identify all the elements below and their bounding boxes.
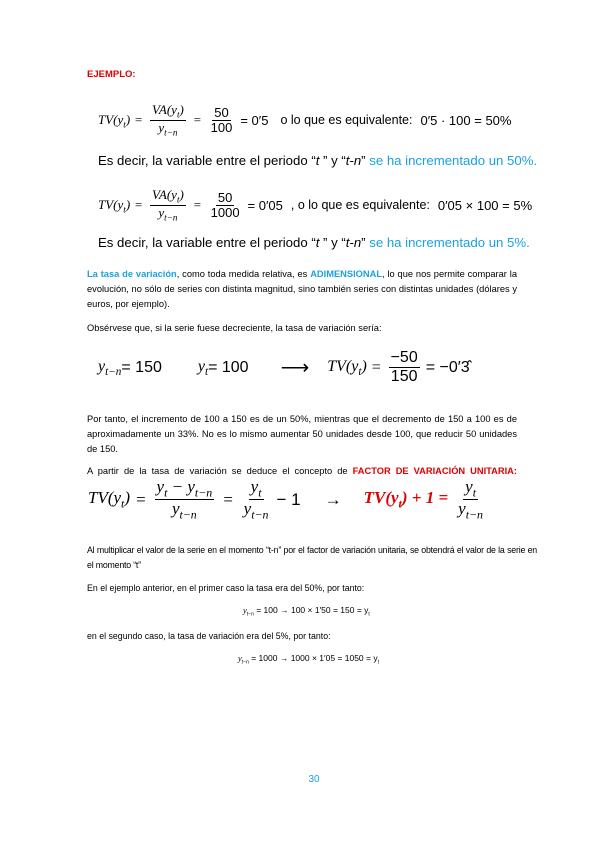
equation-6: $y_{t-n} = 1000 \to 1000 \times 1'05 = 1050 = y_t$ [238, 653, 379, 666]
paragraph-multiply: Al multiplicar el valor de la serie en el momento “t-n” por el factor de variación unitaria, se obtendrá el valor de la serie en el momento “t” [87, 545, 537, 570]
eq1-lhs: $TV(y_t)$ [98, 111, 131, 130]
paragraph-second-case: en el segundo caso, la tasa de variación era del 5%, por tanto: [87, 631, 331, 641]
eq2-equiv-text: , o lo que es equivalente: [290, 198, 430, 213]
eq3-fraction: $\frac{-50}{150}$ [390, 349, 418, 385]
eq4-fraction-b: $\frac{y_t}{y_{t-n}}$ [243, 477, 269, 522]
paragraph-decreasing: Obsérvese que, si la serie fuese decreciente, la tasa de variación sería: [87, 323, 382, 333]
equation-1: $TV(y_t)$ = $\frac{VA(y_t)}{y_{t-n}}$ = $\frac{50}{100}$ = 0′5 o lo que es equivalente: 0′5 · 100 = 50% [98, 102, 512, 138]
eq3-arrow: ⟶ [280, 357, 310, 380]
equation-5: $y_{t-n} = 100 \to 100 \times 1'50 = 150 = y_t$ [243, 605, 370, 618]
eq1-result: = 0′5 [240, 112, 269, 128]
eq4-fraction-c: $\frac{y_t}{y_{t-n}}$ [458, 477, 483, 522]
paragraph-factor: A partir de la tasa de variación se deduce el concepto de FACTOR DE VARIACIÓN UNITARIA: [87, 466, 517, 476]
eq1-equiv-math: 0′5 · 100 = 50% [420, 112, 512, 128]
eq4-red-expression: $TV(y_t) + 1$ = [363, 487, 449, 511]
eq2-equiv-math: 0′05 × 100 = 5% [437, 197, 533, 213]
eq2-result: = 0′05 [247, 197, 283, 213]
eq1-fraction-a: $\frac{VA(y_t)}{y_{t-n}}$ [151, 102, 184, 138]
eq2-fraction-a: $\frac{VA(y_t)}{y_{t-n}}$ [151, 187, 184, 223]
eq1-equiv-text: o lo que es equivalente: [280, 113, 413, 128]
sentence-2: Es decir, la variable entre el periodo “t ” y “t-n” se ha incrementado un 5%. [98, 235, 530, 250]
eq2-fraction-b: $\frac{50}{1000}$ [210, 189, 240, 220]
eq3-result: = −0′3̂ [425, 358, 470, 376]
equation-4: $TV(y_t)$ = $\frac{y_t - y_{t-n}}{y_{t-n}}$ = $\frac{y_t}{y_{t-n}}$ − 1 → $TV(y_t) + 1$ = $\frac{y_t}{y_{t-n}}$ [88, 477, 483, 522]
equation-3: $y_{t-n}$ = 150 $y_t$ = 100 ⟶ $TV(y_t)$ = $\frac{-50}{150}$ = −0′3̂ [98, 349, 470, 385]
paragraph-adimensional: La tasa de variación, como toda medida relativa, es ADIMENSIONAL, lo que nos permite comparar la evolución, no sólo de series con distinta magnitud, sino también series con distintas unidades (dólares y euros, por ejemplo). [87, 269, 518, 309]
eq1-fraction-b: $\frac{50}{100}$ [210, 104, 233, 135]
sentence-1: Es decir, la variable entre el periodo “t ” y “t-n” se ha incrementado un 50%. [98, 153, 538, 168]
equation-2: $TV(y_t)$ = $\frac{VA(y_t)}{y_{t-n}}$ = $\frac{50}{1000}$ = 0′05 , o lo que es equivalente: 0′05 × 100 = 5% [98, 187, 533, 223]
page-number: 30 [308, 774, 320, 785]
eq4-arrow: → [324, 489, 342, 509]
paragraph-increment: Por tanto, el incremento de 100 a 150 es de un 50%, mientras que el decremento de 150 a 100 es de aproximadamente un 33%. No es lo mismo aumentar 50 unidades desde 100, que reducir 50 unidades de 150. [87, 414, 517, 454]
example-heading: EJEMPLO: [87, 69, 136, 80]
eq4-fraction-a: $\frac{y_t - y_{t-n}}{y_{t-n}}$ [156, 477, 213, 522]
paragraph-first-case: En el ejemplo anterior, en el primer caso la tasa era del 50%, por tanto: [87, 583, 365, 593]
